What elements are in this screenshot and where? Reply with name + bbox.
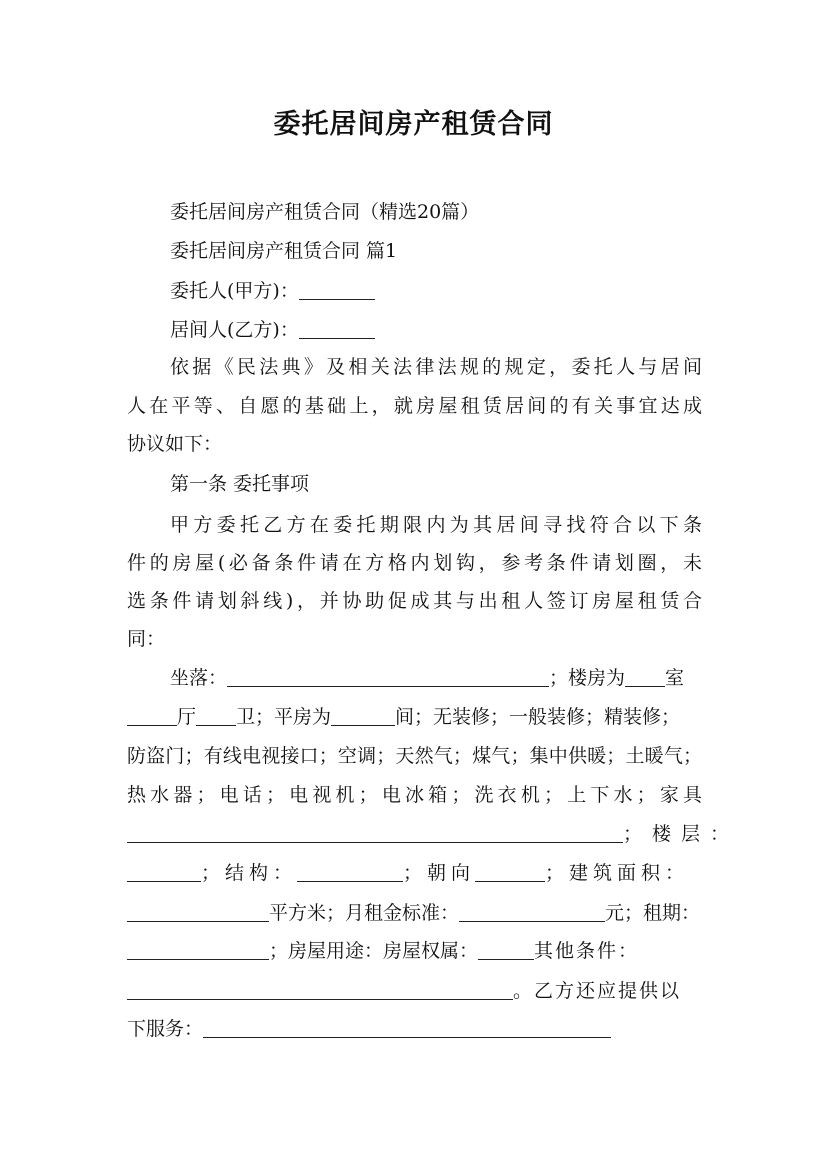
halls-blank[interactable] (127, 707, 177, 726)
rooms-blank[interactable] (625, 668, 665, 687)
bungalow-label: 卫；平房为 (236, 706, 332, 728)
form-line-floor (127, 822, 740, 846)
intermediary-line (170, 318, 702, 342)
building-label: ；楼房为 (549, 667, 626, 689)
services-label: 下服务： (127, 1018, 204, 1040)
orientation-label: ；朝向 (403, 862, 476, 884)
structure-blank[interactable] (297, 863, 403, 882)
intermediary-blank[interactable] (299, 320, 375, 339)
floor-label: ；楼层： (623, 823, 740, 845)
form-line-usage (127, 939, 702, 963)
article-heading: 第一条 委托事项 (170, 473, 310, 495)
usage-label: ；房屋用途：房屋权属： (269, 940, 479, 962)
form-line-layout (127, 705, 702, 729)
paragraph-line: 依据《民法典》及相关法律法规的规定，委托人与居间 (170, 356, 702, 378)
room-unit: 室 (665, 667, 685, 689)
area-label: ；建筑面积： (545, 862, 690, 884)
decoration-options: 间；无装修；一般装修；精装修； (395, 706, 681, 728)
form-line-structure (127, 861, 702, 885)
paragraph-line: 件的房屋(必备条件请在方格内划钩，参考条件请划圈，未 (127, 552, 702, 574)
intermediary-label: 居间人(乙方)： (170, 319, 299, 341)
form-line-location (170, 666, 702, 690)
section-heading: 委托居间房产租赁合同 篇1 (170, 240, 398, 262)
structure-label: ；结构： (201, 862, 298, 884)
floor-blank[interactable] (127, 863, 201, 882)
area-blank[interactable] (127, 903, 269, 922)
rent-label: 平方米；月租金标准： (269, 902, 460, 924)
principal-label: 委托人(甲方)： (170, 280, 299, 302)
baths-blank[interactable] (196, 707, 236, 726)
services-blank[interactable] (203, 1019, 611, 1038)
paragraph-line: 人在平等、自愿的基础上，就房屋租赁居间的有关事宜达成 (127, 395, 702, 417)
rent-blank[interactable] (459, 903, 605, 922)
principal-line (170, 279, 702, 303)
term-label: 元；租期： (605, 902, 701, 924)
form-line-services (127, 979, 702, 1003)
amenities-line: 热水器；电话；电视机；电冰箱；洗衣机；上下水；家具 (127, 784, 702, 806)
hall-unit: 厅 (177, 706, 197, 728)
principal-blank[interactable] (299, 281, 375, 300)
services-intro: 。乙方还应提供以 (513, 980, 682, 1002)
paragraph-line: 同： (127, 628, 166, 650)
form-line-rent (127, 901, 702, 925)
location-blank[interactable] (227, 668, 549, 687)
document-title: 委托居间房产租赁合同 (273, 109, 554, 140)
paragraph-line: 协议如下： (127, 433, 223, 455)
form-line-services-2 (127, 1017, 702, 1041)
other-conditions-label: 其他条件： (534, 940, 640, 962)
term-blank[interactable] (127, 941, 269, 960)
ownership-blank[interactable] (478, 941, 534, 960)
furniture-blank[interactable] (127, 824, 623, 843)
bungalow-rooms-blank[interactable] (331, 707, 395, 726)
paragraph-line: 选条件请划斜线)，并协助促成其与出租人签订房屋租赁合 (127, 590, 702, 612)
amenities-line: 防盗门；有线电视接口；空调；天然气；煤气；集中供暖；土暖气； (127, 745, 702, 767)
paragraph-line: 甲方委托乙方在委托期限内为其居间寻找符合以下条 (170, 514, 702, 536)
orientation-blank[interactable] (475, 863, 545, 882)
other-conditions-blank[interactable] (127, 981, 513, 1000)
location-label: 坐落： (170, 667, 228, 689)
doc-subtitle: 委托居间房产租赁合同（精选20篇） (170, 201, 480, 223)
